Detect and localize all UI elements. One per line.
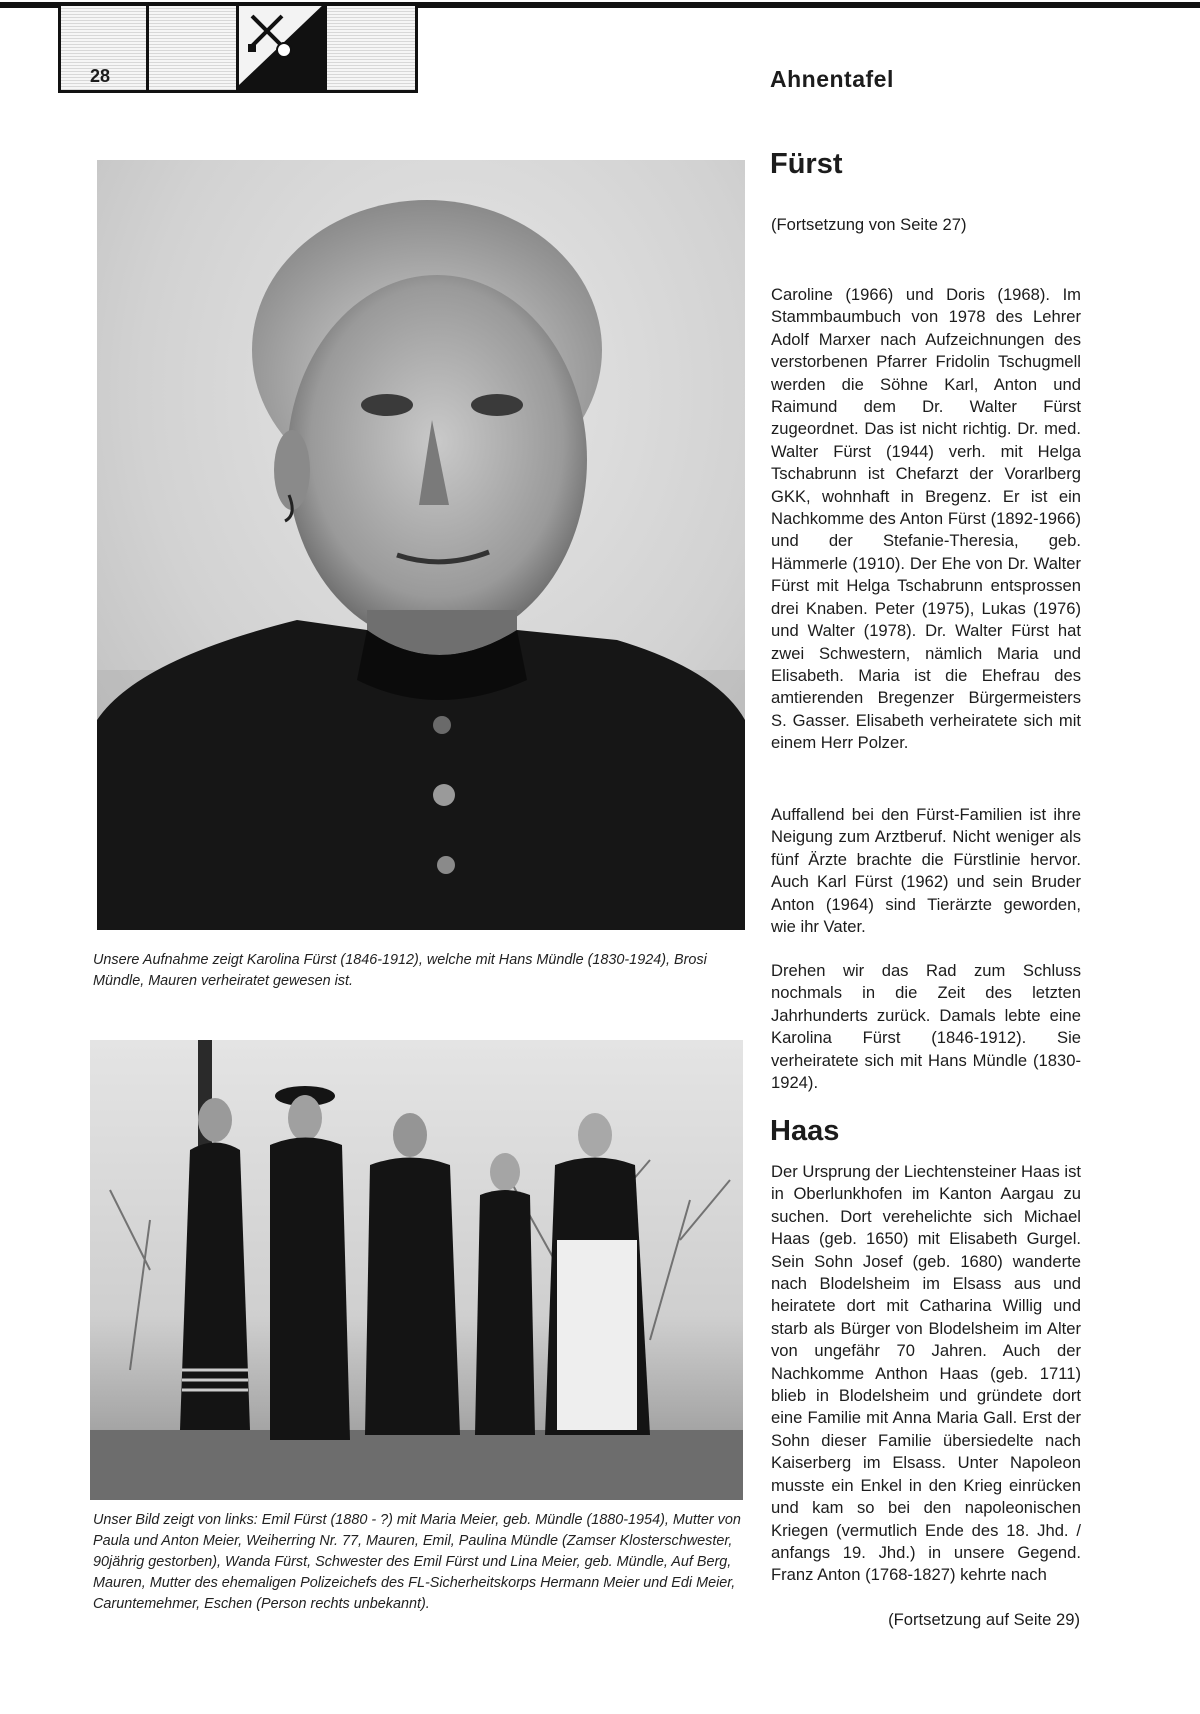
- fuerst-paragraph-1-block: [771, 284, 1081, 755]
- running-title: Ahnentafel: [770, 66, 894, 92]
- header-grid-box: [146, 6, 239, 93]
- emblem-frame: [236, 6, 327, 93]
- continued-to-note: (Fortsetzung auf Seite 29): [888, 1610, 1080, 1629]
- portrait-caption: Unsere Aufnahme zeigt Karolina Fürst (1846-1912), welche mit Hans Mündle (1830-1924), Brosi Mündle, Mauren verheiratet gewesen ist.: [93, 952, 707, 989]
- haas-paragraph: Der Ursprung der Liechtensteiner Haas ist in Oberlunkhofen im Kanton Aargau zu suchen. Dort verehelichte sich Michael Haas (geb. 1650) mit Elisabeth Gurgel. Sein Sohn Josef (geb. 1680) wanderte nach Blodelsheim im Elsass aus und heiratete dort mit Catharina Willig und starb als Bürger von Blodelsheim im Alter von ungefähr 70 Jahren. Auch der Nachkomme Anthon Haas (geb. 1711) blieb in Blodelsheim und gründete dort eine Familie mit Anna Maria Gall. Erst der Sohn dieser Familie übersiedelte nach Kaiserberg im Elsass. Unter Napoleon musste ein Enkel in den Krieg einrücken und kam so bei den napoleonischen Kriegen (vermutlich Ende des 18. Jhd. / anfangs 19. Jhd.) in unsere Gegend. Franz Anton (1768-1827) kehrte nach: [771, 1162, 1081, 1585]
- group-photo: [90, 1040, 743, 1500]
- fuerst-paragraph-2: Auffallend bei den Fürst-Familien ist ihre Neigung zum Arztberuf. Nicht weniger als fünf Ärzte brachte die Fürstlinie hervor. Auch Karl Fürst (1962) und sein Bruder Anton (1964) sind Tierärzte geworden, wie ihr Vater.: [771, 805, 1081, 937]
- header-grid-box: [324, 6, 418, 93]
- fuerst-paragraph-3: Drehen wir das Rad zum Schluss nochmals in die Zeit des letzten Jahrhunderts zurück. Damals lebte eine Karolina Fürst (1846-1912). Sie verheiratete sich mit Hans Mündle (1830-1924).: [771, 961, 1081, 1093]
- fuerst-paragraph-1: Caroline (1966) und Doris (1968). Im Stammbaumbuch von 1978 des Lehrer Adolf Marxer nach Aufzeichnungen des verstorbenen Pfarrer Fridolin Tschugmell werden die Söhne Karl, Anton und Raimund dem Dr. Walter Fürst zugeordnet. Das ist nicht richtig. Dr. med. Walter Fürst (1944) verh. mit Helga Tschabrunn ist Chefarzt der Vorarlberg GKK, wohnhaft in Bregenz. Er ist ein Nachkomme des Anton Fürst (1892-1966) und der Stefanie-Theresia, geb. Hämmerle (1910). Der Ehe von Dr. Walter Fürst mit Helga Tschabrunn entsprossen drei Knaben. Peter (1975), Lukas (1976) und Walter (1978). Dr. Walter Fürst hat zwei Schwestern, nämlich Maria und Elisabeth. Maria ist die Ehefrau des amtierenden Bregenzer Bürgermeisters S. Gasser. Elisabeth verheiratete sich mit einem Herr Polzer.: [771, 285, 1081, 753]
- fuerst-paragraph-3-block: [771, 960, 1081, 1094]
- page-number: 28: [90, 66, 111, 86]
- section-heading-fuerst: Fürst: [770, 148, 843, 180]
- section-heading-haas: Haas: [770, 1115, 840, 1147]
- continued-from-note: (Fortsetzung von Seite 27): [771, 215, 967, 234]
- portrait-photo: [97, 160, 745, 930]
- group-caption: Unser Bild zeigt von links: Emil Fürst (1880 - ?) mit Maria Meier, geb. Mündle (1880-1954), Mutter von Paula und Anton Meier, Weiherring Nr. 77, Mauren, Emil, Paulina Mündle (Zamser Klosterschwester, 90jährig gestorben), Wanda Fürst, Schwester des Emil Fürst und Lina Meier, geb. Mündle, Auf Berg, Mauren, Mutter des ehemaligen Polizeichefs des FL-Sicherheitskorps Hermann Meier und Edi Meier, Caruntemehmer, Eschen (Person rechts unbekannt).: [93, 1512, 741, 1612]
- fuerst-paragraph-2-block: [771, 804, 1081, 938]
- haas-paragraph-block: [771, 1161, 1081, 1587]
